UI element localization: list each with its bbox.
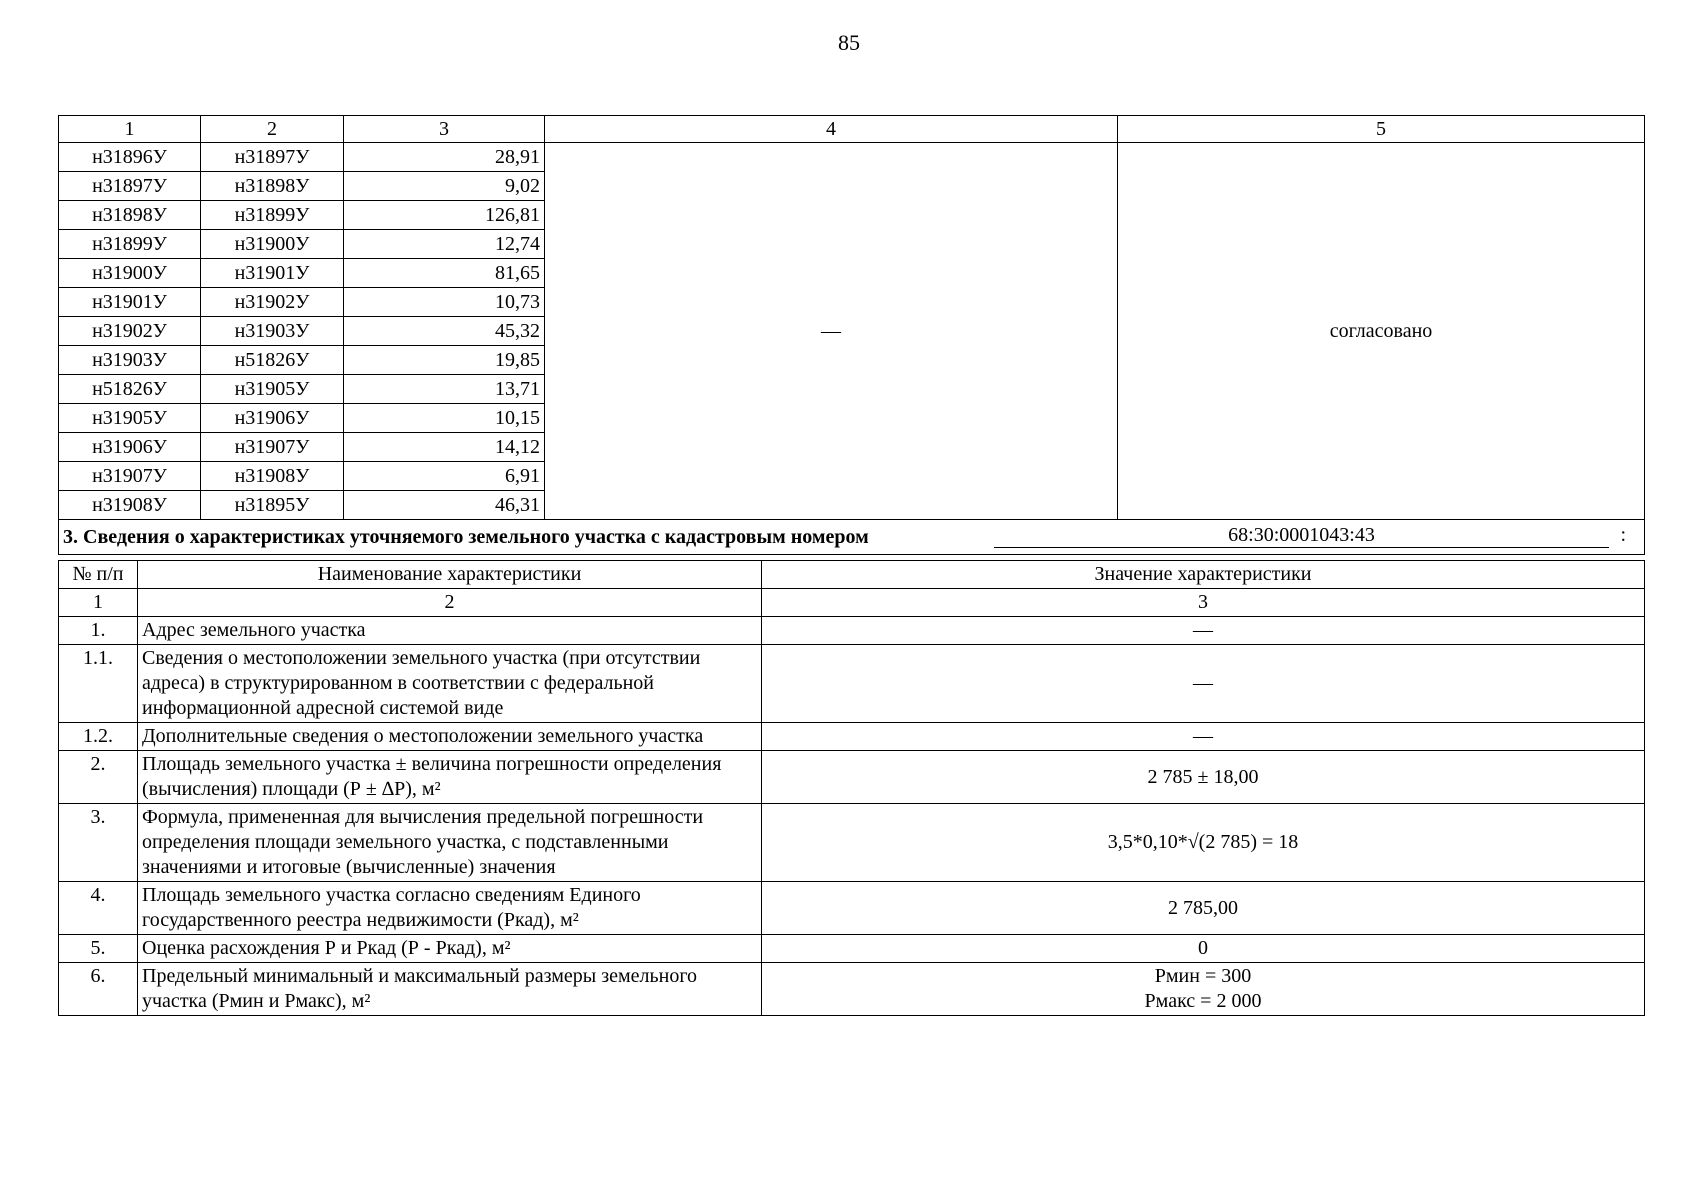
header-col-4: 4 xyxy=(545,116,1118,143)
list-item xyxy=(59,751,1645,804)
item-value: — xyxy=(1193,672,1213,694)
segment-length: 126,81 xyxy=(344,201,545,230)
point-to: н31900У xyxy=(201,230,344,259)
point-from: н51826У xyxy=(59,375,201,404)
section-title: 3. Сведения о характеристиках уточняемого земельного участка с кадастровым номером xyxy=(63,526,869,548)
subheader-2: 2 xyxy=(138,589,762,617)
item-number: 1. xyxy=(59,617,138,645)
item-value: 0 xyxy=(1198,937,1208,959)
header-col-3: 3 xyxy=(344,116,545,143)
point-to: н31901У xyxy=(201,259,344,288)
item-name: Предельный минимальный и максимальный размеры земельного участка (Рмин и Рмакс), м² xyxy=(138,963,762,1016)
item-name: Формула, примененная для вычисления предельной погрешности определения площади земельного участка, с подставленными значениями и итоговые (вычисленные) значения xyxy=(138,804,762,882)
item-value-cell xyxy=(762,617,1645,645)
segment-length: 46,31 xyxy=(344,491,545,520)
point-to: н31895У xyxy=(201,491,344,520)
column-5-value: согласовано xyxy=(1118,143,1645,520)
list-item xyxy=(59,617,1645,645)
item-number: 1.1. xyxy=(59,645,138,723)
point-to: н31898У xyxy=(201,172,344,201)
item-value: — xyxy=(1193,619,1213,641)
header-num: № п/п xyxy=(59,561,138,589)
segment-length: 81,65 xyxy=(344,259,545,288)
item-value: Рмин = 300 xyxy=(1154,965,1252,987)
point-from: н31899У xyxy=(59,230,201,259)
item-value: — xyxy=(1193,725,1213,747)
item-name: Сведения о местоположении земельного участка (при отсутствии адреса) в структурированном в соответствии с федеральной информационной адресной системой виде xyxy=(138,645,762,723)
point-to: н31897У xyxy=(201,143,344,172)
point-to: н31906У xyxy=(201,404,344,433)
header-col-2: 2 xyxy=(201,116,344,143)
point-from: н31903У xyxy=(59,346,201,375)
point-from: н31907У xyxy=(59,462,201,491)
segment-length: 45,32 xyxy=(344,317,545,346)
point-from: н31905У xyxy=(59,404,201,433)
item-value-cell xyxy=(762,882,1645,935)
column-4-value: — xyxy=(545,143,1118,520)
section-title-cell xyxy=(59,520,1645,555)
table-row xyxy=(59,143,1645,172)
item-number: 1.2. xyxy=(59,723,138,751)
point-to: н31899У xyxy=(201,201,344,230)
header-value: Значение характеристики xyxy=(762,561,1645,589)
item-name: Площадь земельного участка ± величина погрешности определения (вычисления) площади (Р ± ∆Р), м² xyxy=(138,751,762,804)
boundary-table xyxy=(58,115,1645,555)
list-item xyxy=(59,935,1645,963)
characteristics-subheader xyxy=(59,589,1645,617)
header-col-1: 1 xyxy=(59,116,201,143)
header-col-5: 5 xyxy=(1118,116,1645,143)
item-number: 5. xyxy=(59,935,138,963)
section-colon: : xyxy=(1620,524,1626,546)
list-item xyxy=(59,963,1645,1016)
list-item xyxy=(59,645,1645,723)
point-from: н31900У xyxy=(59,259,201,288)
item-name: Площадь земельного участка согласно сведениям Единого государственного реестра недвижимости (Ркад), м² xyxy=(138,882,762,935)
segment-length: 13,71 xyxy=(344,375,545,404)
boundary-table-header xyxy=(59,116,1645,143)
subheader-3: 3 xyxy=(762,589,1645,617)
point-from: н31906У xyxy=(59,433,201,462)
segment-length: 14,12 xyxy=(344,433,545,462)
section-3-row xyxy=(59,520,1645,555)
item-name: Дополнительные сведения о местоположении земельного участка xyxy=(138,723,762,751)
point-from: н31897У xyxy=(59,172,201,201)
characteristics-table xyxy=(58,560,1645,1016)
item-value: 3,5*0,10*√(2 785) = 18 xyxy=(1107,831,1299,853)
list-item xyxy=(59,804,1645,882)
item-value-cell xyxy=(762,935,1645,963)
item-value-secondary: Рмакс = 2 000 xyxy=(1144,990,1262,1012)
point-to: н31908У xyxy=(201,462,344,491)
point-to: н31902У xyxy=(201,288,344,317)
cadastral-number: 68:30:0001043:43 xyxy=(994,523,1609,548)
segment-length: 6,91 xyxy=(344,462,545,491)
point-from: н31901У xyxy=(59,288,201,317)
segment-length: 10,15 xyxy=(344,404,545,433)
point-from: н31908У xyxy=(59,491,201,520)
segment-length: 12,74 xyxy=(344,230,545,259)
item-value-cell xyxy=(762,645,1645,723)
item-name: Адрес земельного участка xyxy=(138,617,762,645)
item-number: 6. xyxy=(59,963,138,1016)
item-value-cell xyxy=(762,804,1645,882)
header-name: Наименование характеристики xyxy=(138,561,762,589)
segment-length: 9,02 xyxy=(344,172,545,201)
segment-length: 10,73 xyxy=(344,288,545,317)
item-number: 4. xyxy=(59,882,138,935)
list-item xyxy=(59,723,1645,751)
point-to: н31907У xyxy=(201,433,344,462)
point-to: н31905У xyxy=(201,375,344,404)
item-value: 2 785,00 xyxy=(1168,896,1238,919)
item-number: 3. xyxy=(59,804,138,882)
item-value-cell xyxy=(762,751,1645,804)
item-value-cell xyxy=(762,963,1645,1016)
point-from: н31902У xyxy=(59,317,201,346)
segment-length: 28,91 xyxy=(344,143,545,172)
point-to: н51826У xyxy=(201,346,344,375)
item-number: 2. xyxy=(59,751,138,804)
point-from: н31896У xyxy=(59,143,201,172)
item-name: Оценка расхождения Р и Ркад (Р - Ркад), м² xyxy=(138,935,762,963)
item-value: 2 785 ± 18,00 xyxy=(1147,765,1259,788)
characteristics-header xyxy=(59,561,1645,589)
subheader-1: 1 xyxy=(59,589,138,617)
page-number: 85 xyxy=(838,30,860,55)
list-item xyxy=(59,882,1645,935)
segment-length: 19,85 xyxy=(344,346,545,375)
item-value-cell xyxy=(762,723,1645,751)
point-to: н31903У xyxy=(201,317,344,346)
point-from: н31898У xyxy=(59,201,201,230)
